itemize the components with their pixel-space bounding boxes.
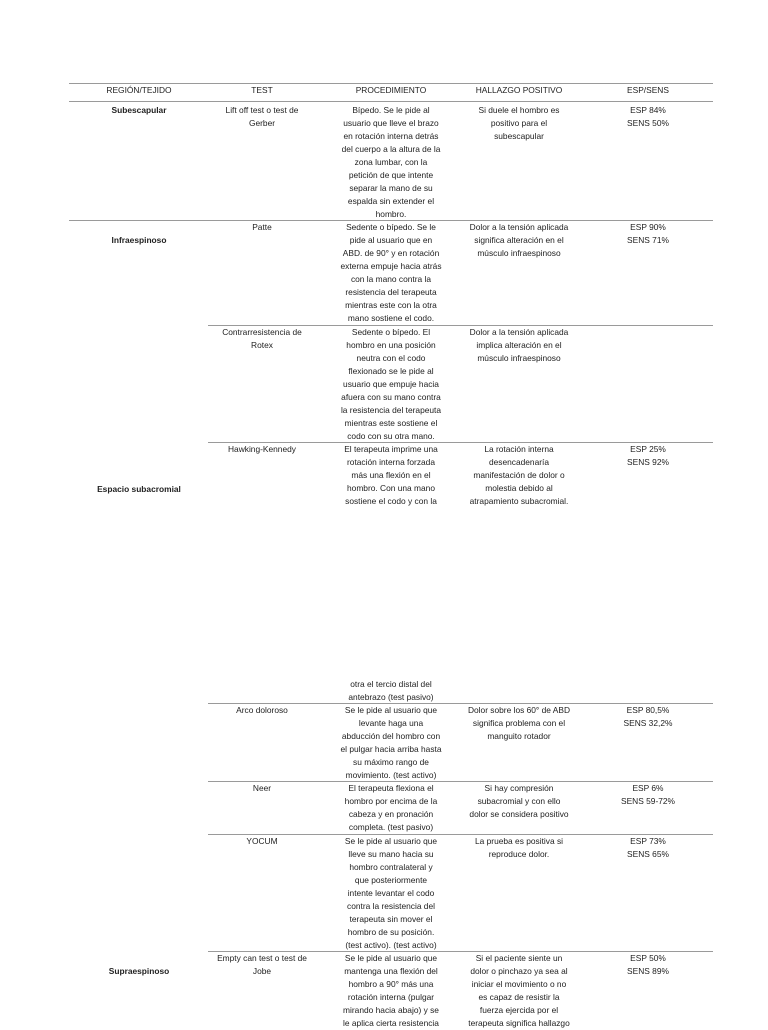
procedure-text-line: con la mano contra la [350,274,432,284]
procedure-text [327,704,455,782]
espsens-values-line: ESP 50% [630,953,666,963]
procedure-text-line: neutra con el codo [356,353,426,363]
procedure-text-line: mantenga una flexión del [344,966,438,976]
procedure-text-line: petición de que intente [348,170,434,180]
procedure-text-line: mirando hacia abajo) y se [343,1005,439,1015]
finding-text-line: positivo para el [490,118,548,128]
procedure-text-line: intente levantar el codo [347,888,435,898]
procedure-text [327,835,455,952]
espsens-values-line: SENS 50% [627,118,669,128]
procedure-text-line: zona lumbar, con la [354,157,428,167]
finding-text [455,835,583,861]
procedure-text-line: rotación interna (pulgar [347,992,435,1002]
procedure-text-line: (test activo). (test activo) [345,940,437,950]
region-infraespinoso: Infraespinoso [111,235,167,245]
procedure-text-line: movimiento. (test activo) [345,770,437,780]
procedure-text-line: Sedente o bípedo. Se le [346,222,436,232]
finding-text-line: dolor se considera positivo [469,809,569,819]
finding-text-line: músculo infraespinoso [477,248,561,258]
procedure-text [327,326,455,443]
espsens-values [583,952,713,978]
test-name-line: Rotex [251,340,273,350]
procedure-text-line: hombro contralateral y [349,862,433,872]
finding-text [455,952,583,1030]
procedure-text-continued [327,678,455,704]
test-name-line: Empty can test o test de [217,953,307,963]
finding-text [455,443,583,508]
finding-text-line: Si duele el hombro es [478,105,560,115]
procedure-text-line: Se le pide al usuario que [344,953,438,963]
test-name-line: Arco doloroso [236,705,288,715]
procedure-text-line: Sedente o bípedo. El [351,327,431,337]
finding-text-line: molestia debido al [485,483,553,493]
finding-text-line: Dolor sobre los 60° de ABD [467,705,571,715]
finding-text-line: reproduce dolor. [488,849,550,859]
procedure-text [327,443,455,508]
finding-text-line: es capaz de resistir la [478,992,560,1002]
espsens-values-line: ESP 73% [630,836,666,846]
procedure-text-line: cabeza y en pronación [348,809,434,819]
test-name [208,443,316,456]
procedure-text-line: ABD. de 90° y en rotación [342,248,440,258]
region-supraespinoso: Supraespinoso [108,966,170,976]
procedure-text-line: Se le pide al usuario que [344,705,438,715]
espsens-values [583,782,713,808]
finding-text-line: músculo infraespinoso [477,353,561,363]
header-espsens: ESP/SENS [627,85,669,95]
procedure-text-line: pide al usuario que en [349,235,433,245]
test-name-line: Lift off test o test de [225,105,299,115]
espsens-values-line: ESP 84% [630,105,666,115]
espsens-values-line: SENS 65% [627,849,669,859]
procedure-text-line: contra la resistencia del [347,901,435,911]
finding-text-line: La rotación interna [484,444,554,454]
test-name-line: YOCUM [246,836,278,846]
finding-text [455,221,583,260]
test-name-line: Gerber [248,118,276,128]
procedure-text-line: que posteriormente [354,875,428,885]
test-name-line: Jobe [252,966,272,976]
test-name-line: Hawking-Kennedy [228,444,296,454]
finding-text-line: significa problema con el [472,718,566,728]
finding-text-line: fuerza ejercida por el [479,1005,559,1015]
procedure-text-line: lleve su mano hacia su [348,849,434,859]
espsens-values-line: SENS 92% [627,457,669,467]
espsens-values [583,443,713,469]
test-name [208,326,316,352]
procedure-text-line: el pulgar hacia arriba hasta [340,744,442,754]
procedure-text [327,782,455,834]
procedure-text-line: externa empuje hacia atrás [340,261,442,271]
procedure-text-line: usuario que lleve el brazo [343,118,439,128]
espsens-values [583,704,713,730]
procedure-text-line: terapeuta sin mover el [349,914,433,924]
espsens-values-line: SENS 59-72% [621,796,675,806]
procedure-text-line: sostiene el codo y con la [345,496,437,506]
finding-text [455,782,583,821]
finding-text-line: desencadenaría [488,457,550,467]
procedure-text-line: su máximo rango de [353,757,429,767]
finding-text-line: atrapamiento subacromial. [469,496,569,506]
procedure-text-continued-line: otra el tercio distal del [350,679,432,689]
espsens-values-line: ESP 90% [630,222,666,232]
procedure-text-line: mientras este con la otra [345,300,437,310]
finding-text-line: subescapular [494,131,544,141]
region-espacio-subacromial: Espacio subacromial [97,484,181,494]
header-test: TEST [251,85,273,95]
procedure-text-line: Bípedo. Se le pide al [352,105,430,115]
finding-text-line: Si el paciente siente un [475,953,563,963]
procedure-text-line: El terapeuta imprime una [344,444,438,454]
test-name [208,835,316,848]
header-procedure: PROCEDIMIENTO [355,85,427,95]
procedure-text-line: separar la mano de su [349,183,433,193]
procedure-text-line: rotación interna forzada [347,457,435,467]
test-name-line: Patte [252,222,272,232]
procedure-text-line: hombro por encima de la [344,796,438,806]
procedure-text-line: le aplica cierta resistencia [343,1018,439,1028]
procedure-text-line: hombro de su posición. [347,927,435,937]
procedure-text-line: hombro. Con una mano [347,483,435,493]
test-name [208,104,316,130]
procedure-text-line: abducción del hombro con [341,731,441,741]
espsens-values-line: ESP 80,5% [626,705,670,715]
finding-text [455,104,583,143]
finding-text-line: Dolor a la tensión aplicada [469,327,569,337]
header-finding: HALLAZGO POSITIVO [475,85,563,95]
procedure-text-line: mano sostiene el codo. [347,313,435,323]
procedure-text-line: mientras este sostiene el [344,418,438,428]
procedure-text-line: hombro en una posición [346,340,436,350]
espsens-values-line: ESP 6% [632,783,664,793]
test-name [208,221,316,234]
procedure-text-line: usuario que empuje hacia [343,379,439,389]
procedure-text [327,952,455,1030]
espsens-values [583,104,713,130]
finding-text-line: manifestación de dolor o [473,470,565,480]
finding-text-line: significa alteración en el [474,235,564,245]
finding-text [455,704,583,743]
procedure-text-line: más una flexión en el [351,470,431,480]
test-name-line: Neer [252,783,272,793]
finding-text-line: manguito rotador [487,731,551,741]
finding-text-line: implica alteración en el [476,340,562,350]
test-name-line: Contrarresistencia de [222,327,302,337]
finding-text-line: dolor o pinchazo ya sea al [470,966,568,976]
test-name [208,782,316,795]
finding-text-line: iniciar el movimiento o no [471,979,567,989]
finding-text-line: subacromial y con ello [477,796,561,806]
procedure-text-line: hombro a 90° más una [348,979,434,989]
procedure-text-line: afuera con su mano contra [341,392,441,402]
procedure-text-line: hombro. [375,209,407,219]
procedure-text-line: resistencia del terapeuta [345,287,437,297]
finding-text-line: terapeuta significa hallazgo [468,1018,570,1028]
procedure-text-line: del cuerpo a la altura de la [341,144,441,154]
procedure-text [327,104,455,221]
finding-text-line: La prueba es positiva si [475,836,563,846]
test-name [208,704,316,717]
espsens-values [583,221,713,247]
procedure-text-line: levante haga una [358,718,424,728]
header-region: REGIÓN/TEJIDO [106,85,172,95]
header-bottom-rule [69,101,713,102]
procedure-text-line: completa. (test pasivo) [348,822,434,832]
espsens-values-line: ESP 25% [630,444,666,454]
finding-text-line: Si hay compresión [484,783,554,793]
espsens-values-line: SENS 71% [627,235,669,245]
espsens-values-line: SENS 89% [627,966,669,976]
procedure-text-line: codo con su otra mano. [347,431,435,441]
finding-text [455,326,583,365]
finding-text-line: Dolor a la tensión aplicada [469,222,569,232]
procedure-text-line: Se le pide al usuario que [344,836,438,846]
procedure-text-line: flexionado se le pide al [348,366,434,376]
procedure-text-line: en rotación interna detrás [343,131,439,141]
procedure-text-line: la resistencia del terapeuta [340,405,442,415]
procedure-text-line: espalda sin extender el [347,196,435,206]
region-subescapular: Subescapular [111,105,167,115]
espsens-values [583,835,713,861]
procedure-text [327,221,455,325]
test-name [208,952,316,978]
espsens-values-line: SENS 32,2% [623,718,673,728]
procedure-text-line: El terapeuta flexiona el [348,783,434,793]
procedure-text-continued-line: antebrazo (test pasivo) [348,692,434,702]
